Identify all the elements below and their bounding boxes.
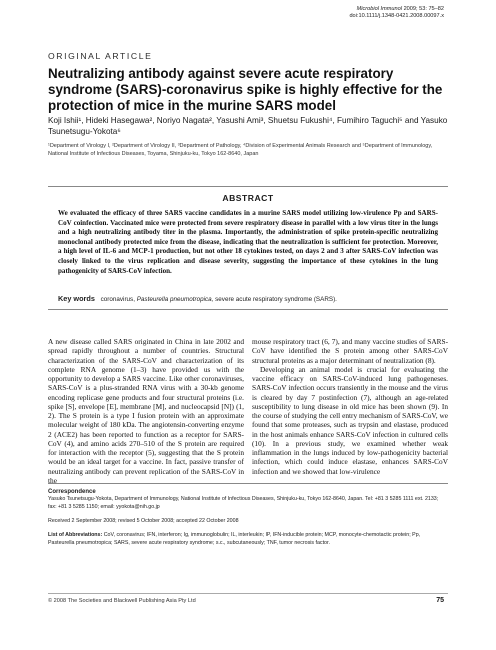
abstract-heading: ABSTRACT xyxy=(222,193,274,203)
received-dates: Received 2 September 2008; revised 5 October 2008; accepted 22 October 2008 xyxy=(48,518,239,524)
author-list: Koji Ishii¹, Hideki Hasegawa², Noriyo Nagata², Yasushi Ami³, Shuetsu Fukushi⁴, Fumihiro Taguchi⁵ and Yasuko Tsunetsugu-Yokota⁶ xyxy=(48,116,448,136)
abbreviations-heading: List of Abbreviations: xyxy=(48,532,103,538)
keyword-item: severe acute respiratory syndrome (SARS). xyxy=(215,296,337,303)
abstract-section xyxy=(48,186,448,276)
journal-name: Microbiol Immunol xyxy=(356,6,402,12)
abstract-text: We evaluated the efficacy of three SARS vaccine candidates in a murine SARS model utilizing low-virulence Pp and SARS-CoV coinfection. Vaccinated mice were protected from severe respiratory disease in parallel with a low virus titer in the lungs and a high neutralizing antibody titer in the plasma. Importantly, the administration of spike protein-specific neutralizing monoclonal antibody protected mice from the disease, indicating that the neutralization is sufficient for protection. Moreover, a high level of IL-6 and MCP-1 production, but not other 18 cytokines tested, on days 2 and 3 after SARS-CoV infection was closely linked to the virus replication and disease severity, suggesting the importance of these cytokines in the lung pathogenicity of SARS-CoV infection. xyxy=(58,209,438,275)
article-type-label: ORIGINAL ARTICLE xyxy=(48,51,153,61)
keywords-label: Key words xyxy=(58,294,95,303)
body-column-right xyxy=(252,337,448,476)
abbreviations-text: CoV, coronavirus; IFN, interferon; Ig, immunoglobulin; IL, interleukin; IP, IFN-inducible protein; MCP, monocyte-chemotactic protein; Pp, Pasteurella pneumotropica; SARS, severe acute respiratory syndrome; s.c., subcutaneously; TNF, tumor necrosis factor. xyxy=(48,532,421,546)
keyword-item: coronavirus, xyxy=(100,296,135,303)
journal-doi[interactable]: doi:10.1111/j.1348-0421.2008.00097.x xyxy=(349,13,444,20)
correspondence-block xyxy=(48,489,448,511)
copyright-notice: © 2008 The Societies and Blackwell Publishing Asia Pty Ltd xyxy=(48,598,196,604)
body-column-left xyxy=(48,337,244,485)
correspondence-text: Yasuko Tsunetsugu-Yokota, Department of Immunology, National Institute of Infectious Diseases, Shinjuku-ku, Tokyo 162-8640, Japan. Tel: +81 3 5285 1111 ext. 2133; fax: +81 3 5285 1150; email: yyokota@nih.go.jp xyxy=(48,496,439,510)
keyword-item: Pasteurella pneumotropica, xyxy=(136,296,214,303)
article-title: Neutralizing antibody against severe acute respiratory syndrome (SARS)-coronavirus spike is highly effective for the protection of mice in the murine SARS model xyxy=(48,66,443,114)
body-paragraph: mouse respiratory tract (6, 7), and many vaccine studies of SARS-CoV have identified the S protein among other SARS-CoV structural proteins as a major determinant of neutralization (8). xyxy=(252,337,448,365)
correspondence-heading: Correspondence xyxy=(48,489,96,495)
abbreviations-block xyxy=(48,532,448,547)
body-paragraph: A new disease called SARS originated in China in late 2002 and spread rapidly throughout a number of countries. Structural characterization of the SARS-CoV and characterization of its complete RNA genome (1–3) have provided us with the opportunity to develop a SARS vaccine. Like other coronaviruses, SARS-CoV is a plus-stranded RNA virus with a 30-kb genome encoding replicase gene products and four structural proteins (i.e. spike [S], envelope [E], membrane [M], and nucleocapsid [N]) (1, 2). The S protein is a type I fusion protein with an approximate molecular weight of 180 kDa. The angiotensin-converting enzyme 2 (ACE2) has been reported to function as a receptor for SARS-CoV (4), and amino acids 270–510 of the S protein are required for interaction with the receptor (5), suggesting that the S protein would be an ideal target for a vaccine. In fact, passive transfer of neutralizing antibody can prevent replication of the SARS-CoV in the xyxy=(48,337,244,485)
body-paragraph: Developing an animal model is crucial for evaluating the vaccine efficacy on SARS-CoV-induced lung pathogeneses. SARS-CoV infection occurs transiently in the mouse and the virus is cleared by day 7 postinfection (7), although an age-related susceptibility to lung disease in old mice has been shown (9). In the course of studying the cell entry mechanism of SARS-CoV, we found that some proteases, such as trypsin and elastase, produced in the host animals enhance SARS-CoV infection in cultured cells (10). In a previous study, we examined whether weak inflammation in the lungs induced by low-pathogenicity bacterial infection, which could induce elastase, enhances SARS-CoV infection and we showed that low-virulence xyxy=(252,364,448,476)
journal-citation-block xyxy=(349,6,444,21)
keywords-line xyxy=(58,295,448,304)
author-affiliations: ¹Department of Virology I, ²Department of Virology II, ³Department of Pathology, ⁴Division of Experimental Animals Research and ⁵Department of Immunology, National Institute of Infectious Diseases, Toyama, Shinjuku-ku, Tokyo 162-8640, Japan xyxy=(48,143,433,157)
journal-citation-line xyxy=(349,6,444,13)
journal-volume-pages: 2009; 53: 75–82 xyxy=(403,6,444,12)
footnote-divider xyxy=(48,483,448,484)
abstract-divider xyxy=(48,309,448,310)
page-number: 75 xyxy=(436,597,444,604)
footer-divider xyxy=(48,593,448,594)
